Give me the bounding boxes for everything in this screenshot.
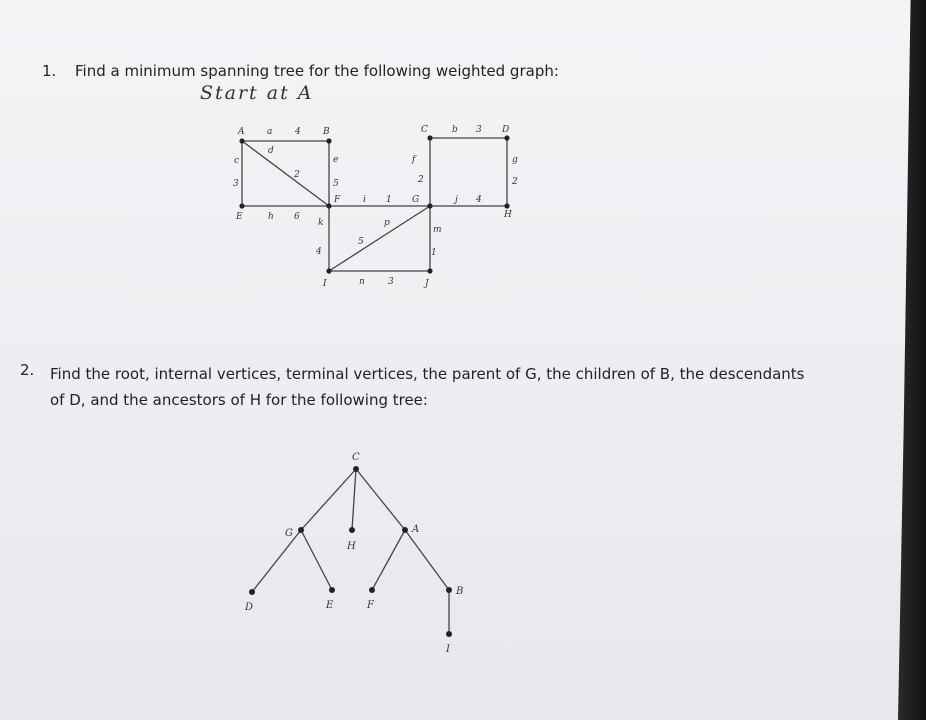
edge-label-f: f [412,155,416,165]
tree-vertex-b [446,587,452,593]
tree-label-g: G [285,528,293,539]
vertex-j [427,268,432,273]
edge-label-p: p [384,218,390,228]
vertex-label-c: C [421,125,428,135]
edge-weight-j: 4 [476,195,482,205]
edge-label-b: b [452,125,458,135]
tree-edge-a-b [405,530,449,590]
tree-edge-g-e [301,530,332,590]
tree-label-d: D [245,602,254,613]
vertex-label-j: J [425,279,429,289]
vertex-label-d: D [502,125,510,135]
tree-vertex-d [249,589,255,595]
edge-label-m: m [433,225,442,235]
tree-vertex-i [446,631,452,637]
edge-label-d: d [268,146,274,156]
tree-edge-c-h [352,469,356,530]
tree-label-f: F [367,600,374,611]
edge-weight-c: 3 [233,179,239,189]
tree-label-c: C [352,452,360,463]
tree-label-b: B [456,586,464,597]
handwritten-note: Start at A [200,82,314,104]
tree-vertex-f [369,587,375,593]
edge-weight-b: 3 [476,125,482,135]
question-2-text: Find the root, internal vertices, terminal vertices, the parent of G, the children of B, the descendants of D, and the ancestors of H for the following tree: [50,365,805,409]
tree-label-e: E [326,600,334,611]
edge-weight-m: 1 [431,248,437,258]
vertex-e [239,203,244,208]
edge-label-g: g [512,155,518,165]
vertex-h [504,203,509,208]
vertex-b [326,138,331,143]
edge-label-c: c [234,156,240,166]
vertex-label-i: I [323,279,327,289]
edge-weight-h: 6 [294,212,300,222]
question-1-number: 1. [42,62,57,80]
vertex-label-g: G [412,195,420,205]
question-1-text: Find a minimum spanning tree for the following weighted graph: [75,62,559,80]
edge-weight-f: 2 [418,175,424,185]
tree-vertex-h [349,527,355,533]
tree-edge-c-g [301,469,356,530]
tree-vertex-a [402,527,408,533]
edge-label-k: k [318,218,324,228]
graph-vertex-labels [235,125,512,289]
edge-weight-e: 5 [333,179,339,189]
tree-label-i: I [446,644,450,655]
tree-label-a: A [412,524,420,535]
edge-weight-g: 2 [512,177,518,187]
tree-vertex-e [329,587,335,593]
tree-label-h: H [347,541,356,552]
edge-label-n: n [359,277,365,287]
vertex-g [427,203,432,208]
vertex-f [326,203,331,208]
vertex-label-a: A [238,127,245,137]
edge-label-a: a [267,127,273,137]
edge-label-i: i [363,195,366,205]
edge-label-j: j [455,195,458,205]
edge-d [242,141,329,206]
vertex-d [504,135,509,140]
edge-weight-a: 4 [295,127,301,137]
edge-weight-i: 1 [386,195,392,205]
vertex-i [326,268,331,273]
vertex-label-e: E [236,212,243,222]
edge-p [329,206,430,271]
edge-label-e: e [333,155,339,165]
tree-edge-c-a [356,469,405,530]
tree-edge-a-f [372,530,405,590]
graph-vertices [239,135,509,273]
vertex-label-f: F [334,195,341,205]
tree-vertex-g [298,527,304,533]
edge-weight-k: 4 [316,247,322,257]
tree-edge-g-d [252,530,301,592]
vertex-label-h: H [504,210,512,220]
question-2-number: 2. [20,361,35,379]
tree-vertex-c [353,466,359,472]
edge-weight-p: 5 [358,237,364,247]
edge-weight-n: 3 [388,277,394,287]
graph-edges [242,138,507,271]
edge-label-h: h [268,212,274,222]
vertex-label-b: B [323,127,330,137]
edge-weight-d: 2 [294,170,300,180]
vertex-c [427,135,432,140]
tree-vertex-labels [244,452,463,655]
vertex-a [239,138,244,143]
